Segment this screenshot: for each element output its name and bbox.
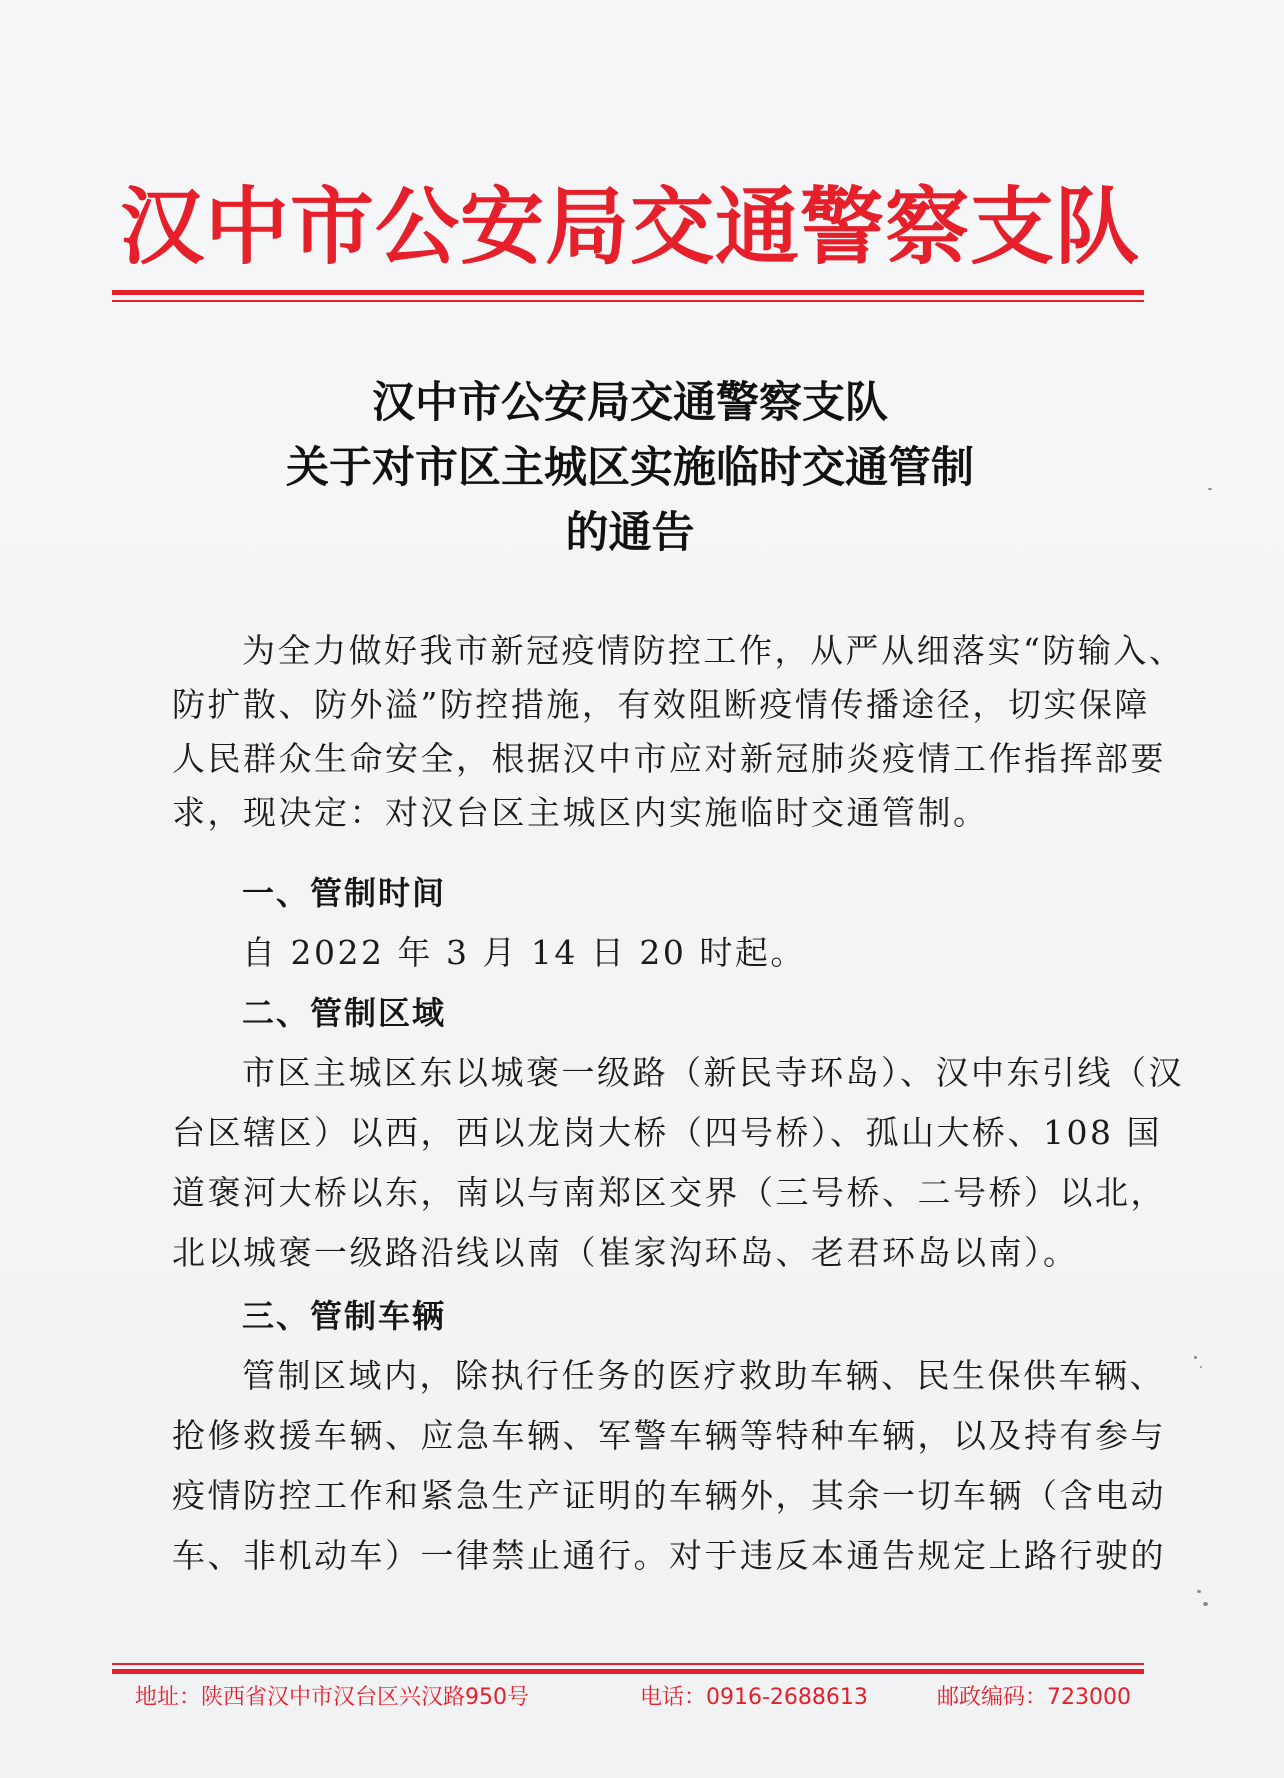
section-3-line: 管制区域内，除执行任务的医疗救助车辆、民生保供车辆、: [242, 1356, 1165, 1395]
scan-speck: [1203, 1602, 1208, 1606]
intro-line: 防扩散、防外溢”防控措施，有效阻断疫情传播途径，切实保障: [172, 685, 1150, 724]
intro-line: 为全力做好我市新冠疫情防控工作，从严从细落实“防输入、: [242, 631, 1185, 670]
footer-postcode: 邮政编码：723000: [937, 1685, 1131, 1710]
section-3-line: 车、非机动车）一律禁止通行。对于违反本通告规定上路行驶的: [172, 1536, 1166, 1575]
footer-address: 地址：陕西省汉中市汉台区兴汉路950号: [135, 1685, 529, 1710]
scan-speck: [1208, 488, 1212, 490]
section-1-heading: 一、管制时间: [242, 874, 447, 912]
letterhead-red-rule-thin: [112, 300, 1144, 302]
notice-title-line-1: 汉中市公安局交通警察支队: [372, 378, 888, 428]
letterhead-red-rule-thick: [112, 290, 1144, 295]
section-1-line: 自 2022 年 3 月 14 日 20 时起。: [242, 933, 806, 972]
notice-title-line-2: 关于对市区主城区实施临时交通管制: [286, 443, 974, 493]
footer-red-rule-thick: [112, 1669, 1144, 1674]
footer-red-rule-thin: [112, 1663, 1144, 1665]
section-3-line: 抢修救援车辆、应急车辆、军警车辆等特种车辆，以及持有参与: [172, 1416, 1166, 1455]
section-3-line: 疫情防控工作和紧急生产证明的车辆外，其余一切车辆（含电动: [172, 1476, 1166, 1515]
section-2-line: 道褒河大桥以东，南以与南郑区交界（三号桥、二号桥）以北，: [172, 1173, 1166, 1212]
notice-title-line-3: 的通告: [565, 508, 695, 558]
section-2-line: 市区主城区东以城褒一级路（新民寺环岛）、汉中东引线（汉: [242, 1053, 1184, 1092]
scan-speck: [1194, 1356, 1197, 1359]
section-3-heading: 三、管制车辆: [242, 1297, 447, 1335]
scan-speck: [1197, 1590, 1201, 1593]
scan-speck: [1200, 1366, 1202, 1368]
section-2-line: 北以城褒一级路沿线以南（崔家沟环岛、老君环岛以南）。: [172, 1233, 1079, 1272]
footer-phone: 电话：0916-2688613: [640, 1685, 868, 1710]
section-2-line: 台区辖区）以西，西以龙岗大桥（四号桥）、孤山大桥、108 国: [172, 1113, 1162, 1152]
letterhead-org-name: 汉中市公安局交通警察支队: [119, 177, 1140, 276]
intro-line: 人民群众生命安全，根据汉中市应对新冠肺炎疫情工作指挥部要: [172, 739, 1166, 778]
section-2-heading: 二、管制区域: [242, 994, 447, 1032]
intro-line: 求，现决定：对汉台区主城区内实施临时交通管制。: [172, 793, 989, 832]
